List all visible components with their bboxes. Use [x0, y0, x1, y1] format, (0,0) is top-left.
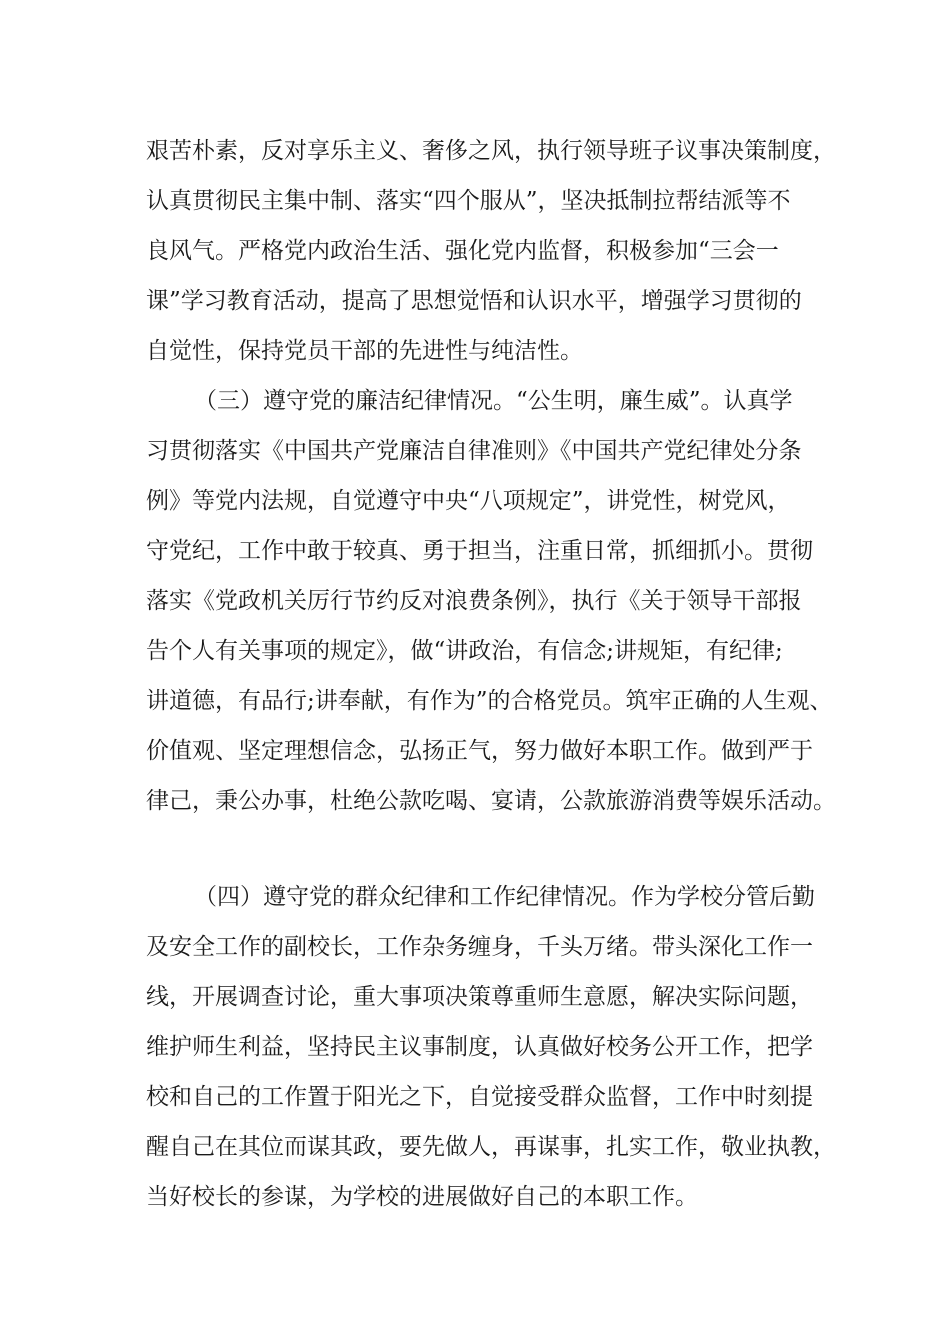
- text-line: 律己，秉公办事，杜绝公款吃喝、宴请，公款旅游消费等娱乐活动。: [146, 788, 836, 814]
- text-line: 告个人有关事项的规定》，做“讲政治，有信念;讲规矩，有纪律;: [146, 638, 783, 664]
- text-line: 课”学习教育活动，提高了思想觉悟和认识水平，增强学习贯彻的: [146, 288, 802, 314]
- text-line: 醒自己在其位而谋其政，要先做人，再谋事，扎实工作，敬业执教，: [146, 1134, 836, 1160]
- text-line: 良风气。严格党内政治生活、强化党内监督，积极参加“三会一: [146, 238, 779, 264]
- text-line: 校和自己的工作置于阳光之下，自觉接受群众监督，工作中时刻提: [146, 1084, 813, 1110]
- text-line: 维护师生利益，坚持民主议事制度，认真做好校务公开工作，把学: [146, 1034, 813, 1060]
- text-line: 落实《党政机关厉行节约反对浪费条例》，执行《关于领导干部报: [146, 588, 802, 614]
- text-line: 守党纪，工作中敢于较真、勇于担当，注重日常，抓细抓小。贯彻: [146, 538, 813, 564]
- text-line: 例》等党内法规，自觉遵守中央“八项规定”，讲党性，树党风，: [146, 488, 791, 514]
- text-line: 讲道德，有品行;讲奉献，有作为”的合格党员。筑牢正确的人生观、: [146, 688, 833, 714]
- text-line: 线，开展调查讨论，重大事项决策尊重师生意愿，解决实际问题，: [146, 984, 813, 1010]
- text-line: （四）遵守党的群众纪律和工作纪律情况。作为学校分管后勤: [194, 884, 815, 910]
- text-line: 及安全工作的副校长，工作杂务缠身，千头万绪。带头深化工作一: [146, 934, 813, 960]
- text-line: 价值观、坚定理想信念，弘扬正气，努力做好本职工作。做到严于: [146, 738, 813, 764]
- text-line: 习贯彻落实《中国共产党廉洁自律准则》《中国共产党纪律处分条: [146, 438, 802, 464]
- text-line: 认真贯彻民主集中制、落实“四个服从”，坚决抵制拉帮结派等不: [146, 188, 791, 214]
- text-line: 艰苦朴素，反对享乐主义、奢侈之风，执行领导班子议事决策制度，: [146, 138, 836, 164]
- text-line: 自觉性，保持党员干部的先进性与纯洁性。: [146, 338, 583, 364]
- text-line: 当好校长的参谋，为学校的进展做好自己的本职工作。: [146, 1184, 698, 1210]
- text-line: （三）遵守党的廉洁纪律情况。“公生明，廉生威”。认真学: [194, 388, 793, 414]
